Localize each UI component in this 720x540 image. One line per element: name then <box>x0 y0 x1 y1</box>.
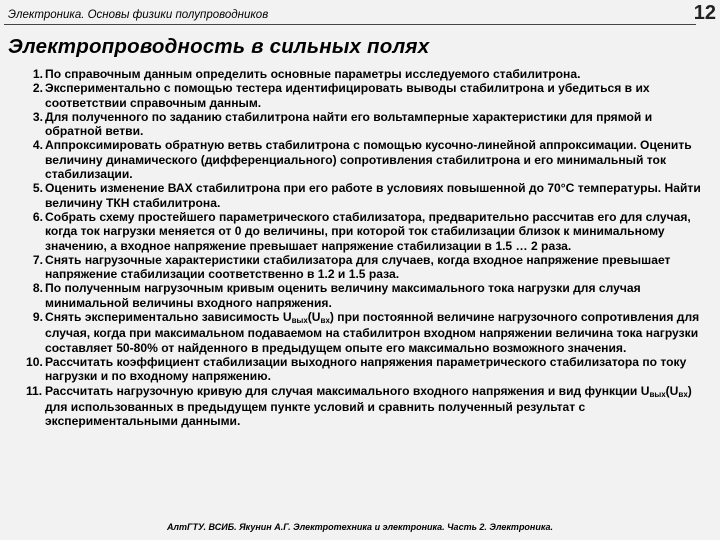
item-text <box>45 310 699 355</box>
list-item <box>4 181 710 210</box>
item-number: 4. <box>32 138 43 153</box>
list-item <box>4 210 710 253</box>
item-text: Снять нагрузочные характеристики стабилизатора для случаев, когда входное напряжение превышает напряжение стабилизации соответственно в 1.2 и 1.5 раза. <box>45 252 671 282</box>
item-number: 7. <box>32 252 43 267</box>
item-text: По справочным данным определить основные параметры исследуемого стабилитрона. <box>45 67 581 81</box>
text-part: Рассчитать нагрузочную кривую для случая максимального входного напряжения и вид функции U <box>45 383 650 398</box>
list-item <box>4 138 710 181</box>
list-item <box>4 253 710 282</box>
slide-number: 12 <box>693 2 716 24</box>
text-part: Снять экспериментально зависимость U <box>45 310 292 325</box>
item-number: 3. <box>32 109 43 124</box>
item-number: 10. <box>26 354 43 369</box>
list-item <box>4 310 710 355</box>
list-item <box>4 67 710 81</box>
subscript: вых <box>291 316 308 326</box>
text-part: (U <box>307 310 321 325</box>
slide-title: Электропроводность в сильных полях <box>8 35 430 58</box>
task-list <box>4 67 710 428</box>
footer: АлтГТУ. ВСИБ. Якунин А.Г. Электротехника и электроника. Часть 2. Электроника. <box>166 522 554 532</box>
list-item <box>4 81 710 110</box>
subscript: вх <box>320 316 330 326</box>
list-item <box>4 384 710 429</box>
item-number: 8. <box>32 281 43 296</box>
item-text <box>45 384 692 429</box>
item-text: Оценить изменение ВАХ стабилитрона при его работе в условиях повышенной до 70°С температуры. Найти величину ТКН стабилитрона. <box>45 181 701 210</box>
item-number: 5. <box>32 181 43 196</box>
item-text: Рассчитать коэффициент стабилизации выходного напряжения параметрического стабилизатора по току нагрузки и по входному напряжению. <box>45 354 687 384</box>
subscript: вх <box>678 389 688 399</box>
item-text: Собрать схему простейшего параметрического стабилизатора, предварительно рассчитав его для случая, когда ток нагрузки меняется от 0 до величины, при которой ток стабилизации близок к минимальному значению, а входное напряжение превышает напряжение стабилизации в 1.5 … 2 раза. <box>45 209 691 253</box>
header-title: Электроника. Основы физики полупроводников <box>8 9 269 21</box>
item-number: 1. <box>32 67 43 81</box>
item-text: Аппроксимировать обратную ветвь стабилитрона с помощью кусочно-линейной аппроксимации. Оценить величину динамического (дифференциального) сопротивления стабилитрона и его минимальный ток стабилизации. <box>45 138 692 182</box>
list-item <box>4 281 710 310</box>
text-part: ) при постоянной величине нагрузочного сопротивления для случая, когда при максимальном подаваемом на стабилитрон входном напряжении величина тока нагрузки составляет 50-80% от найденного в предыдущем опыте его максимально возможного значения. <box>45 310 700 355</box>
list-item <box>4 110 710 139</box>
text-part: ) для использованных в предыдущем пункте условий и сравнить полученный результат с экспериментальными данными. <box>45 383 692 429</box>
item-text: Для полученного по заданию стабилитрона найти его вольтамперные характеристики для прямой и обратной ветви. <box>45 109 653 139</box>
item-text: Экспериментально с помощью тестера идентифицировать выводы стабилитрона и убедиться в их соответствии справочным данным. <box>45 81 650 110</box>
task-list-container <box>4 67 710 428</box>
item-number: 11. <box>26 383 43 398</box>
text-part: (U <box>665 383 679 398</box>
item-number: 2. <box>32 81 43 96</box>
item-number: 6. <box>32 209 43 224</box>
item-text: По полученным нагрузочным кривым оценить величину максимального тока нагрузки для случая минимальной величины входного напряжения. <box>45 281 641 310</box>
subscript: вых <box>649 389 666 399</box>
list-item <box>4 355 710 384</box>
item-number: 9. <box>32 310 43 325</box>
